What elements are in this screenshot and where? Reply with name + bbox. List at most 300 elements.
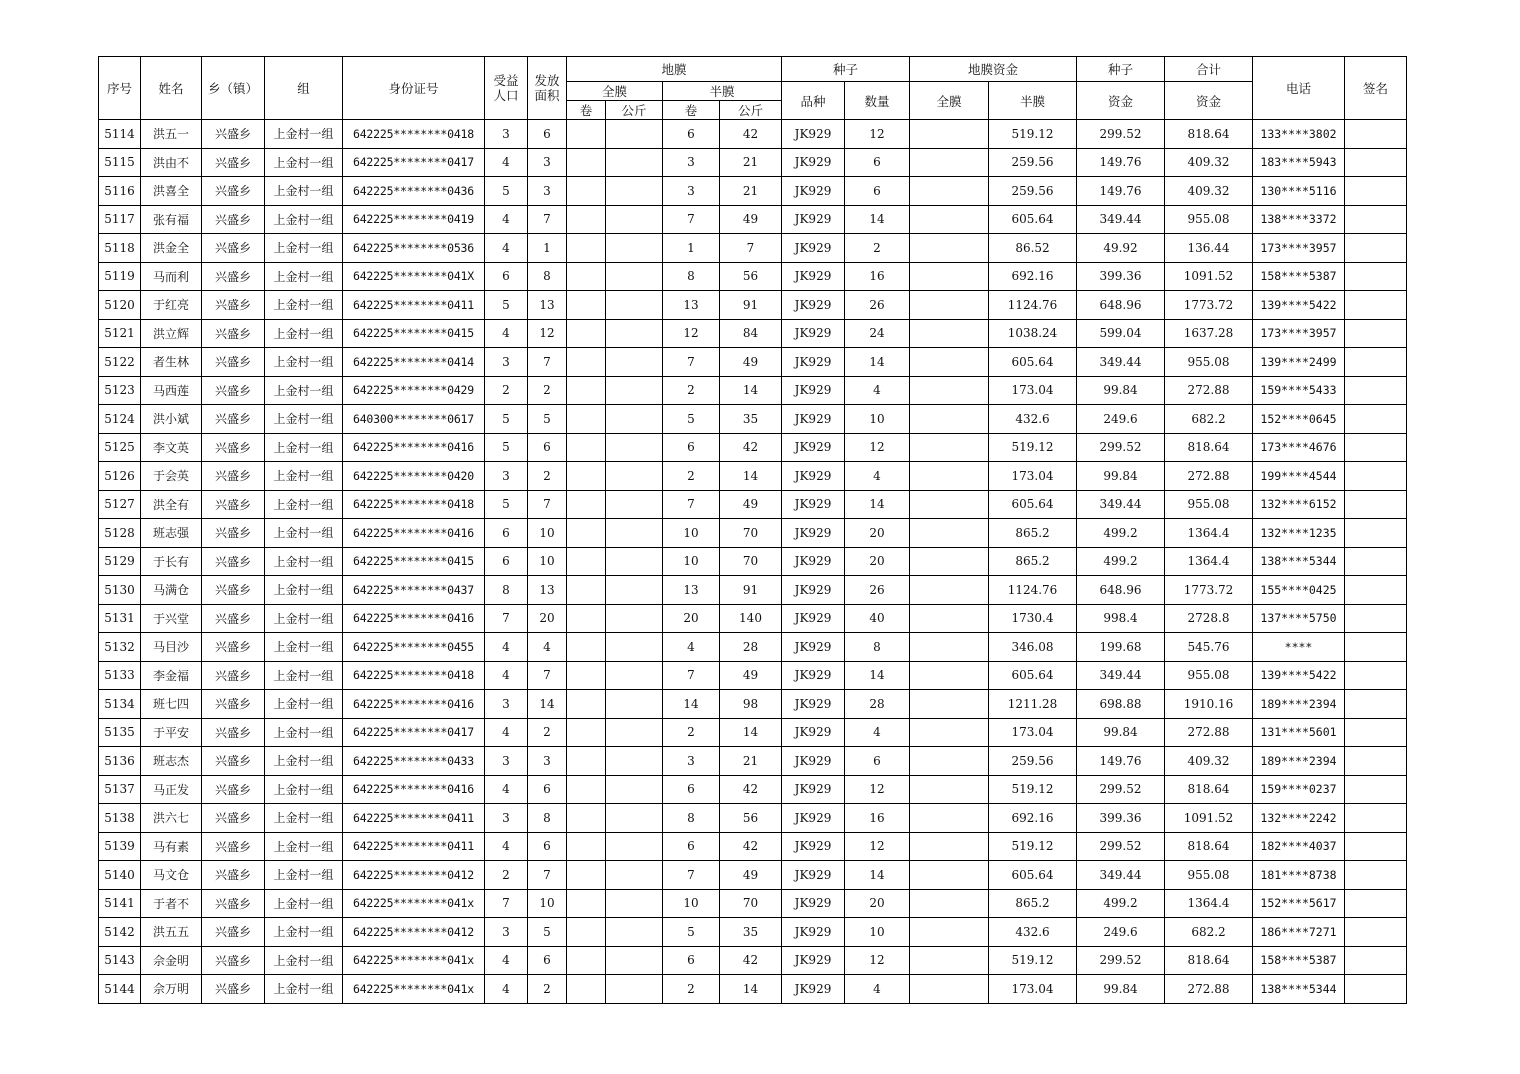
cell-seed-fund: 299.52	[1077, 946, 1165, 975]
cell-half-kg: 7	[720, 234, 782, 263]
cell-area: 10	[528, 547, 567, 576]
cell-fund-full	[910, 832, 989, 861]
cell-beneficiary: 4	[485, 319, 528, 348]
header-seq: 序号	[99, 57, 141, 120]
header-phone: 电话	[1253, 57, 1345, 120]
cell-half-roll: 2	[663, 462, 720, 491]
cell-quantity: 14	[845, 348, 910, 377]
header-full-film: 全膜	[567, 82, 663, 101]
cell-id-number: 642225********0417	[343, 718, 485, 747]
cell-group: 上金村一组	[265, 661, 343, 690]
header-full-kg: 公斤	[606, 101, 663, 120]
cell-variety: JK929	[782, 405, 845, 434]
cell-beneficiary: 3	[485, 690, 528, 719]
cell-total-fund: 545.76	[1165, 633, 1253, 662]
cell-sign[interactable]	[1345, 861, 1407, 890]
cell-fund-half: 605.64	[989, 348, 1077, 377]
cell-sign[interactable]	[1345, 262, 1407, 291]
cell-sign[interactable]	[1345, 433, 1407, 462]
cell-phone: 155****0425	[1253, 576, 1345, 605]
cell-town: 兴盛乡	[202, 576, 265, 605]
cell-quantity: 4	[845, 376, 910, 405]
cell-sign[interactable]	[1345, 690, 1407, 719]
cell-full-roll	[567, 376, 606, 405]
cell-name: 洪六七	[141, 804, 202, 833]
cell-phone: 173****4676	[1253, 433, 1345, 462]
cell-seed-fund: 299.52	[1077, 775, 1165, 804]
cell-half-roll: 10	[663, 547, 720, 576]
cell-group: 上金村一组	[265, 975, 343, 1004]
cell-full-kg	[606, 633, 663, 662]
cell-half-roll: 6	[663, 832, 720, 861]
cell-area: 7	[528, 861, 567, 890]
cell-town: 兴盛乡	[202, 832, 265, 861]
cell-sign[interactable]	[1345, 633, 1407, 662]
cell-area: 5	[528, 918, 567, 947]
cell-fund-half: 865.2	[989, 519, 1077, 548]
cell-fund-full	[910, 319, 989, 348]
cell-total-fund: 818.64	[1165, 832, 1253, 861]
table-row	[99, 889, 1407, 918]
cell-sign[interactable]	[1345, 889, 1407, 918]
cell-seq: 5129	[99, 547, 141, 576]
cell-half-kg: 84	[720, 319, 782, 348]
cell-beneficiary: 3	[485, 120, 528, 149]
cell-sign[interactable]	[1345, 604, 1407, 633]
cell-id-number: 642225********0418	[343, 490, 485, 519]
cell-full-kg	[606, 576, 663, 605]
cell-total-fund: 1637.28	[1165, 319, 1253, 348]
cell-variety: JK929	[782, 946, 845, 975]
header-variety: 品种	[782, 82, 845, 120]
cell-total-fund: 682.2	[1165, 918, 1253, 947]
cell-quantity: 14	[845, 861, 910, 890]
cell-seq: 5143	[99, 946, 141, 975]
cell-seed-fund: 349.44	[1077, 348, 1165, 377]
cell-phone: 133****3802	[1253, 120, 1345, 149]
cell-full-roll	[567, 633, 606, 662]
cell-name: 马而利	[141, 262, 202, 291]
cell-name: 班志杰	[141, 747, 202, 776]
cell-full-roll	[567, 747, 606, 776]
cell-town: 兴盛乡	[202, 718, 265, 747]
cell-id-number: 642225********0414	[343, 348, 485, 377]
cell-quantity: 10	[845, 918, 910, 947]
table-row	[99, 718, 1407, 747]
cell-group: 上金村一组	[265, 519, 343, 548]
cell-half-roll: 3	[663, 747, 720, 776]
cell-seed-fund: 99.84	[1077, 376, 1165, 405]
cell-fund-half: 605.64	[989, 661, 1077, 690]
cell-full-kg	[606, 690, 663, 719]
cell-seq: 5136	[99, 747, 141, 776]
cell-full-kg	[606, 547, 663, 576]
cell-variety: JK929	[782, 462, 845, 491]
cell-sign[interactable]	[1345, 832, 1407, 861]
header-quantity: 数量	[845, 82, 910, 120]
cell-name: 洪小斌	[141, 405, 202, 434]
cell-fund-half: 259.56	[989, 148, 1077, 177]
cell-full-roll	[567, 120, 606, 149]
cell-group: 上金村一组	[265, 234, 343, 263]
cell-seq: 5122	[99, 348, 141, 377]
cell-half-roll: 10	[663, 889, 720, 918]
cell-fund-half: 1124.76	[989, 576, 1077, 605]
cell-id-number: 640300********0617	[343, 405, 485, 434]
cell-beneficiary: 4	[485, 148, 528, 177]
table-row	[99, 604, 1407, 633]
cell-name: 马目沙	[141, 633, 202, 662]
cell-full-kg	[606, 262, 663, 291]
cell-phone: ****	[1253, 633, 1345, 662]
cell-half-roll: 2	[663, 376, 720, 405]
cell-quantity: 16	[845, 262, 910, 291]
cell-seed-fund: 698.88	[1077, 690, 1165, 719]
cell-sign[interactable]	[1345, 234, 1407, 263]
cell-half-roll: 20	[663, 604, 720, 633]
cell-name: 于红亮	[141, 291, 202, 320]
cell-quantity: 4	[845, 975, 910, 1004]
cell-half-roll: 2	[663, 718, 720, 747]
cell-sign[interactable]	[1345, 348, 1407, 377]
cell-area: 2	[528, 718, 567, 747]
cell-half-roll: 4	[663, 633, 720, 662]
cell-fund-half: 1124.76	[989, 291, 1077, 320]
table-row	[99, 433, 1407, 462]
cell-seed-fund: 349.44	[1077, 490, 1165, 519]
cell-fund-full	[910, 918, 989, 947]
cell-full-kg	[606, 946, 663, 975]
cell-sign[interactable]	[1345, 946, 1407, 975]
cell-sign[interactable]	[1345, 462, 1407, 491]
cell-full-kg	[606, 120, 663, 149]
cell-sign[interactable]	[1345, 148, 1407, 177]
cell-half-roll: 3	[663, 148, 720, 177]
cell-phone: 189****2394	[1253, 690, 1345, 719]
cell-sign[interactable]	[1345, 661, 1407, 690]
cell-beneficiary: 3	[485, 918, 528, 947]
cell-seq: 5118	[99, 234, 141, 263]
cell-town: 兴盛乡	[202, 946, 265, 975]
cell-group: 上金村一组	[265, 576, 343, 605]
table-row	[99, 832, 1407, 861]
cell-phone: 159****5433	[1253, 376, 1345, 405]
cell-town: 兴盛乡	[202, 205, 265, 234]
cell-seed-fund: 249.6	[1077, 918, 1165, 947]
cell-half-roll: 1	[663, 234, 720, 263]
table-row	[99, 576, 1407, 605]
cell-seq: 5139	[99, 832, 141, 861]
cell-town: 兴盛乡	[202, 547, 265, 576]
cell-fund-half: 519.12	[989, 946, 1077, 975]
cell-full-kg	[606, 975, 663, 1004]
cell-area: 6	[528, 946, 567, 975]
cell-phone: 182****4037	[1253, 832, 1345, 861]
cell-group: 上金村一组	[265, 547, 343, 576]
cell-fund-half: 173.04	[989, 376, 1077, 405]
cell-full-roll	[567, 348, 606, 377]
cell-seed-fund: 499.2	[1077, 889, 1165, 918]
cell-seed-fund: 499.2	[1077, 519, 1165, 548]
cell-full-roll	[567, 519, 606, 548]
cell-beneficiary: 6	[485, 519, 528, 548]
cell-id-number: 642225********0436	[343, 177, 485, 206]
table-row	[99, 804, 1407, 833]
cell-id-number: 642225********0412	[343, 861, 485, 890]
cell-half-roll: 7	[663, 205, 720, 234]
cell-sign[interactable]	[1345, 205, 1407, 234]
cell-id-number: 642225********0437	[343, 576, 485, 605]
cell-full-kg	[606, 234, 663, 263]
cell-fund-half: 865.2	[989, 547, 1077, 576]
cell-town: 兴盛乡	[202, 918, 265, 947]
cell-id-number: 642225********0411	[343, 804, 485, 833]
table-row	[99, 205, 1407, 234]
cell-beneficiary: 4	[485, 718, 528, 747]
cell-full-kg	[606, 604, 663, 633]
cell-town: 兴盛乡	[202, 975, 265, 1004]
cell-group: 上金村一组	[265, 405, 343, 434]
cell-half-kg: 70	[720, 889, 782, 918]
cell-town: 兴盛乡	[202, 177, 265, 206]
cell-group: 上金村一组	[265, 747, 343, 776]
cell-area: 8	[528, 804, 567, 833]
cell-sign[interactable]	[1345, 747, 1407, 776]
table-row	[99, 376, 1407, 405]
cell-half-kg: 42	[720, 433, 782, 462]
table-row	[99, 462, 1407, 491]
cell-group: 上金村一组	[265, 319, 343, 348]
cell-fund-full	[910, 633, 989, 662]
cell-sign[interactable]	[1345, 519, 1407, 548]
cell-sign[interactable]	[1345, 405, 1407, 434]
cell-seed-fund: 99.84	[1077, 718, 1165, 747]
cell-seq: 5142	[99, 918, 141, 947]
cell-fund-half: 1211.28	[989, 690, 1077, 719]
table-row	[99, 348, 1407, 377]
cell-name: 于兴堂	[141, 604, 202, 633]
cell-half-kg: 21	[720, 177, 782, 206]
cell-fund-half: 519.12	[989, 120, 1077, 149]
header-half-film: 半膜	[663, 82, 782, 101]
cell-area: 7	[528, 205, 567, 234]
cell-seq: 5125	[99, 433, 141, 462]
cell-seq: 5124	[99, 405, 141, 434]
cell-seed-fund: 399.36	[1077, 262, 1165, 291]
table-row	[99, 775, 1407, 804]
cell-seed-fund: 149.76	[1077, 747, 1165, 776]
cell-sign[interactable]	[1345, 804, 1407, 833]
cell-half-roll: 7	[663, 348, 720, 377]
cell-seed-fund: 299.52	[1077, 120, 1165, 149]
cell-area: 7	[528, 490, 567, 519]
cell-fund-half: 173.04	[989, 718, 1077, 747]
cell-total-fund: 955.08	[1165, 490, 1253, 519]
cell-phone: 131****5601	[1253, 718, 1345, 747]
cell-seq: 5115	[99, 148, 141, 177]
distribution-table	[98, 56, 1407, 1004]
cell-full-roll	[567, 889, 606, 918]
cell-fund-half: 519.12	[989, 775, 1077, 804]
cell-seq: 5130	[99, 576, 141, 605]
cell-sign[interactable]	[1345, 120, 1407, 149]
cell-quantity: 6	[845, 177, 910, 206]
cell-total-fund: 272.88	[1165, 376, 1253, 405]
cell-sign[interactable]	[1345, 319, 1407, 348]
cell-seed-fund: 499.2	[1077, 547, 1165, 576]
cell-half-kg: 49	[720, 205, 782, 234]
cell-area: 6	[528, 433, 567, 462]
cell-variety: JK929	[782, 319, 845, 348]
cell-half-kg: 56	[720, 262, 782, 291]
cell-variety: JK929	[782, 918, 845, 947]
cell-town: 兴盛乡	[202, 804, 265, 833]
cell-id-number: 642225********0418	[343, 120, 485, 149]
cell-half-roll: 12	[663, 319, 720, 348]
cell-beneficiary: 2	[485, 861, 528, 890]
cell-total-fund: 1364.4	[1165, 889, 1253, 918]
cell-town: 兴盛乡	[202, 661, 265, 690]
table-row	[99, 690, 1407, 719]
cell-seq: 5133	[99, 661, 141, 690]
header-seed-fund: 资金	[1077, 82, 1165, 120]
cell-seed-fund: 149.76	[1077, 148, 1165, 177]
cell-half-roll: 8	[663, 804, 720, 833]
cell-sign[interactable]	[1345, 775, 1407, 804]
cell-sign[interactable]	[1345, 490, 1407, 519]
cell-beneficiary: 2	[485, 376, 528, 405]
cell-group: 上金村一组	[265, 120, 343, 149]
header-area: 发放面积	[528, 57, 567, 120]
cell-quantity: 6	[845, 148, 910, 177]
cell-fund-full	[910, 519, 989, 548]
cell-full-kg	[606, 490, 663, 519]
cell-area: 13	[528, 576, 567, 605]
cell-town: 兴盛乡	[202, 120, 265, 149]
cell-half-roll: 14	[663, 690, 720, 719]
cell-name: 于长有	[141, 547, 202, 576]
cell-seed-fund: 648.96	[1077, 291, 1165, 320]
cell-name: 洪五一	[141, 120, 202, 149]
table-row	[99, 148, 1407, 177]
cell-seq: 5131	[99, 604, 141, 633]
cell-seq: 5141	[99, 889, 141, 918]
cell-half-kg: 49	[720, 490, 782, 519]
header-group: 组	[265, 57, 343, 120]
cell-half-kg: 49	[720, 348, 782, 377]
cell-sign[interactable]	[1345, 918, 1407, 947]
cell-name: 洪全有	[141, 490, 202, 519]
cell-seq: 5137	[99, 775, 141, 804]
cell-variety: JK929	[782, 747, 845, 776]
cell-fund-full	[910, 376, 989, 405]
cell-variety: JK929	[782, 490, 845, 519]
cell-quantity: 20	[845, 519, 910, 548]
cell-full-kg	[606, 433, 663, 462]
cell-name: 佘万明	[141, 975, 202, 1004]
cell-area: 4	[528, 633, 567, 662]
cell-name: 班七四	[141, 690, 202, 719]
cell-seed-fund: 349.44	[1077, 861, 1165, 890]
cell-sign[interactable]	[1345, 291, 1407, 320]
cell-area: 7	[528, 348, 567, 377]
cell-seed-fund: 99.84	[1077, 462, 1165, 491]
cell-sign[interactable]	[1345, 376, 1407, 405]
cell-name: 洪金全	[141, 234, 202, 263]
cell-variety: JK929	[782, 148, 845, 177]
cell-phone: 130****5116	[1253, 177, 1345, 206]
cell-fund-full	[910, 604, 989, 633]
cell-seed-fund: 998.4	[1077, 604, 1165, 633]
cell-full-roll	[567, 433, 606, 462]
cell-variety: JK929	[782, 547, 845, 576]
cell-id-number: 642225********0536	[343, 234, 485, 263]
cell-quantity: 8	[845, 633, 910, 662]
cell-phone: 158****5387	[1253, 946, 1345, 975]
header-seed: 种子	[782, 57, 910, 82]
cell-town: 兴盛乡	[202, 633, 265, 662]
cell-group: 上金村一组	[265, 946, 343, 975]
cell-quantity: 14	[845, 205, 910, 234]
cell-total-fund: 409.32	[1165, 148, 1253, 177]
cell-id-number: 642225********0416	[343, 690, 485, 719]
cell-half-roll: 7	[663, 490, 720, 519]
cell-sign[interactable]	[1345, 177, 1407, 206]
cell-phone: 138****3372	[1253, 205, 1345, 234]
cell-area: 20	[528, 604, 567, 633]
cell-fund-full	[910, 462, 989, 491]
cell-phone: 199****4544	[1253, 462, 1345, 491]
table-row	[99, 262, 1407, 291]
cell-variety: JK929	[782, 633, 845, 662]
cell-variety: JK929	[782, 661, 845, 690]
cell-half-kg: 91	[720, 576, 782, 605]
table-row	[99, 291, 1407, 320]
cell-beneficiary: 6	[485, 262, 528, 291]
cell-sign[interactable]	[1345, 975, 1407, 1004]
cell-beneficiary: 3	[485, 747, 528, 776]
cell-full-kg	[606, 319, 663, 348]
cell-half-kg: 91	[720, 291, 782, 320]
cell-sign[interactable]	[1345, 576, 1407, 605]
cell-beneficiary: 5	[485, 405, 528, 434]
cell-group: 上金村一组	[265, 832, 343, 861]
cell-full-roll	[567, 604, 606, 633]
cell-seq: 5128	[99, 519, 141, 548]
cell-sign[interactable]	[1345, 547, 1407, 576]
cell-fund-half: 605.64	[989, 205, 1077, 234]
cell-beneficiary: 3	[485, 348, 528, 377]
cell-sign[interactable]	[1345, 718, 1407, 747]
cell-total-fund: 272.88	[1165, 718, 1253, 747]
cell-id-number: 642225********0416	[343, 519, 485, 548]
cell-variety: JK929	[782, 291, 845, 320]
cell-area: 10	[528, 889, 567, 918]
header-film: 地膜	[567, 57, 782, 82]
cell-beneficiary: 3	[485, 462, 528, 491]
cell-id-number: 642225********0411	[343, 832, 485, 861]
cell-seq: 5132	[99, 633, 141, 662]
cell-full-roll	[567, 576, 606, 605]
cell-town: 兴盛乡	[202, 519, 265, 548]
cell-name: 班志强	[141, 519, 202, 548]
cell-town: 兴盛乡	[202, 348, 265, 377]
cell-half-roll: 13	[663, 291, 720, 320]
cell-variety: JK929	[782, 889, 845, 918]
cell-quantity: 6	[845, 747, 910, 776]
cell-group: 上金村一组	[265, 804, 343, 833]
header-seed-top: 种子	[1077, 57, 1165, 82]
